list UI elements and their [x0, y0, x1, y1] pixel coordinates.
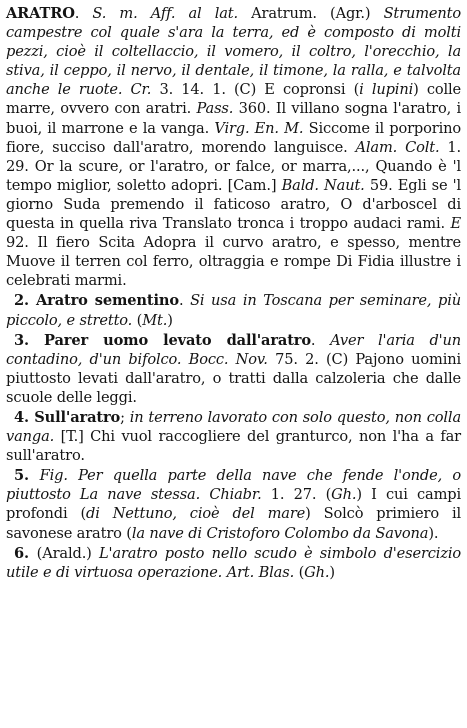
- italic-text: S. m. Aff.: [92, 5, 176, 22]
- body-text: .: [178, 292, 191, 310]
- entry-figurative-ship: [6, 466, 461, 542]
- italic-text: Pass.: [196, 100, 234, 118]
- headword: 3. Parer uomo levato dall'aratro: [14, 331, 311, 349]
- headword: 2. Aratro sementino: [14, 292, 179, 310]
- body-text: [200, 486, 209, 503]
- italic-text: Art. Blas.: [226, 563, 295, 581]
- italic-text: Bocc. Nov.: [188, 350, 268, 368]
- headword: 6.: [14, 544, 37, 562]
- italic-text: Chiabr.: [209, 486, 262, 504]
- entry-heraldry: [6, 544, 461, 582]
- dictionary-page: [6, 4, 461, 583]
- italic-text: al lat.: [188, 5, 238, 22]
- body-text: .: [74, 5, 93, 22]
- italic-text: Virg. En. M.: [214, 119, 304, 137]
- italic-text: Gh.: [331, 486, 357, 504]
- body-text: [181, 351, 188, 368]
- body-text: Aratrum. (Agr.): [237, 5, 384, 22]
- body-text: ) I cui campi profondi (: [6, 486, 461, 523]
- italic-text: Bald. Naut.: [281, 176, 365, 194]
- body-text: 92. Il fiero Scita Adopra il curvo aratro, e spesso, mentre Muove il terren col ferro, oltraggia e rompe Di Fidia illustre i celebrati marmi.: [6, 234, 461, 290]
- body-text: Siccome il porporino fiore, succiso dall'aratro, morendo languisce.: [6, 119, 461, 156]
- entry-aratro-sementino: [6, 291, 461, 329]
- body-text: .: [310, 331, 331, 349]
- body-text: (: [294, 563, 305, 581]
- body-text: 1. 27. (: [261, 486, 332, 504]
- body-text: 75. 2. (C) Pajono uomini piuttosto levati dall'aratro, o tratti dalla calzoleria che dalle scuole delle leggi.: [6, 350, 461, 406]
- entry-sull-aratro: [6, 408, 461, 465]
- italic-text: Gh.: [304, 563, 330, 581]
- entry-parer-uomo-levato: [6, 331, 461, 407]
- italic-text: Strumento campestre col quale s'ara la terra, ed è composto di molti pezzi, cioè il coltellaccio, il vomero, il coltro, l'orecchio, la stiva, il ceppo, il nervo, il dentale, il timone, la ralla, e talvolta anche le ruote.: [6, 5, 461, 99]
- body-text: 360. Il villano sogna l'aratro, i buoi, il marrone e la vanga.: [6, 100, 462, 137]
- italic-text: Aver l'aria d'un contadino, d'un bifolco.: [6, 331, 462, 368]
- italic-text: L'aratro posto nello scudo è simbolo d'esercizio utile e di virtuosa operazione.: [6, 544, 462, 581]
- body-text: (: [132, 311, 143, 329]
- italic-text: E: [450, 215, 461, 233]
- italic-text: Si usa in Toscana per seminare, più piccolo, e stretto.: [6, 292, 461, 329]
- italic-text: Fig. Per quella parte della nave che fende l'onde, o piuttosto La nave stessa.: [6, 467, 461, 504]
- body-text: 1. 29. Or la scure, or l'aratro, or falce, or marra,..., Quando è 'l tempo miglior, soletto adopri. [Cam.]: [6, 138, 461, 194]
- body-text: (Arald.): [36, 544, 100, 562]
- italic-text: Alam. Colt.: [355, 138, 440, 156]
- italic-text: in terreno lavorato con solo questo, non colla vanga.: [6, 408, 461, 446]
- body-text: ;: [120, 408, 130, 426]
- body-text: ): [167, 311, 173, 329]
- headword: 4. Sull'aratro: [14, 408, 121, 426]
- headword: ARATRO: [6, 5, 75, 22]
- body-text: [175, 5, 188, 22]
- italic-text: Mt.: [142, 311, 168, 329]
- entry-aratro-definition: [6, 4, 461, 290]
- italic-text: Cr.: [130, 81, 152, 99]
- body-text: ) colle marre, ovvero con aratri.: [6, 81, 462, 118]
- body-text: ).: [428, 524, 439, 542]
- italic-text: i lupini: [359, 81, 414, 99]
- italic-text: di Nettuno, cioè del mare: [86, 505, 306, 523]
- body-text: ): [329, 563, 335, 581]
- body-text: [122, 81, 130, 98]
- italic-text: la nave di Cristoforo Colombo da Savona: [131, 524, 429, 542]
- body-text: 59. Egli se 'l giorno Suda premendo il faticoso aratro, O d'arboscel di questa in quella riva Translato tronca i troppo audaci rami.: [6, 176, 461, 233]
- body-text: [T.] Chi vuol raccogliere del granturco, non l'ha a far sull'aratro.: [6, 428, 461, 465]
- body-text: 3. 14. 1. (C) E copronsi (: [151, 81, 360, 99]
- body-text: ) Solcò primiero il savonese aratro (: [6, 505, 461, 542]
- headword: 5.: [14, 467, 40, 485]
